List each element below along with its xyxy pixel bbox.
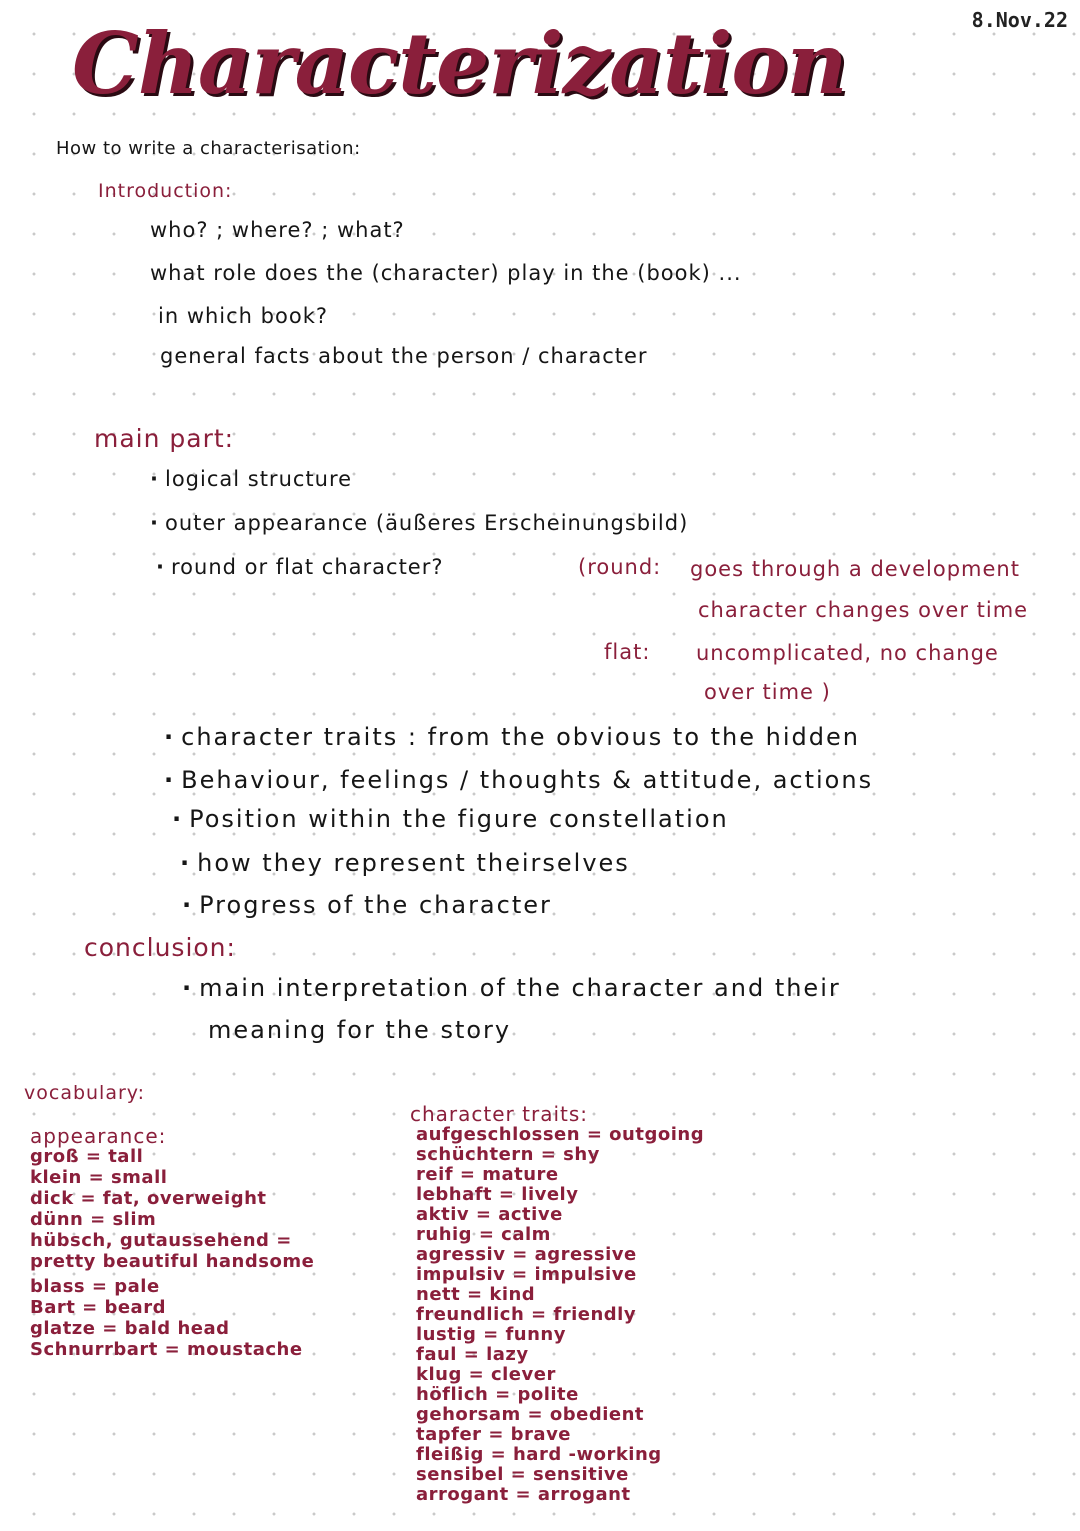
flat-definition-1: uncomplicated, no change (696, 641, 999, 665)
round-definition-2: character changes over time (698, 598, 1029, 622)
main-bullet-behaviour: · Behaviour, feelings / thoughts & attitude, actions (164, 766, 873, 794)
trait-item: aufgeschlossen = outgoing (416, 1124, 705, 1145)
appearance-item: blass = pale (30, 1276, 160, 1297)
how-to-line: How to write a characterisation: (56, 138, 361, 159)
flat-label: flat: (604, 640, 651, 664)
appearance-item: groß = tall (30, 1146, 144, 1167)
round-label: (round: (578, 555, 662, 579)
appearance-heading: appearance: (30, 1124, 167, 1148)
trait-item: arrogant = arrogant (416, 1484, 631, 1505)
conclusion-line-1: · main interpretation of the character and their (182, 974, 841, 1002)
trait-item: gehorsam = obedient (416, 1404, 645, 1425)
trait-item: ruhig = calm (416, 1224, 551, 1245)
vocabulary-heading: vocabulary: (24, 1082, 146, 1104)
trait-item: aktiv = active (416, 1204, 563, 1225)
trait-item: tapfer = brave (416, 1424, 572, 1445)
round-flat-lead: · round or flat character? (156, 555, 444, 579)
traits-heading: character traits: (410, 1102, 589, 1126)
introduction-heading: Introduction: (98, 180, 233, 202)
intro-line-3: in which book? (158, 304, 329, 328)
appearance-item: pretty beautiful handsome (30, 1251, 315, 1272)
appearance-item: klein = small (30, 1167, 168, 1188)
trait-item: sensibel = sensitive (416, 1464, 629, 1485)
trait-item: fleißig = hard -working (416, 1444, 662, 1465)
appearance-item: Bart = beard (30, 1297, 166, 1318)
appearance-item: dünn = slim (30, 1209, 157, 1230)
main-bullet-appearance: · outer appearance (äußeres Erscheinungsbild) (150, 511, 688, 535)
main-bullet-progress: · Progress of the character (182, 891, 552, 919)
trait-item: impulsiv = impulsive (416, 1264, 637, 1285)
appearance-item: glatze = bald head (30, 1318, 230, 1339)
page-title: Characterization (72, 14, 847, 113)
trait-item: lustig = funny (416, 1324, 566, 1345)
intro-line-4: general facts about the person / character (160, 344, 648, 368)
appearance-item: dick = fat, overweight (30, 1188, 267, 1209)
appearance-item: Schnurrbart = moustache (30, 1339, 303, 1360)
intro-line-2: what role does the (character) play in the (book) ... (150, 261, 742, 285)
trait-item: freundlich = friendly (416, 1304, 637, 1325)
round-definition-1: goes through a development (690, 557, 1020, 581)
appearance-item: hübsch, gutaussehend = (30, 1230, 292, 1251)
trait-item: lebhaft = lively (416, 1184, 579, 1205)
trait-item: höflich = polite (416, 1384, 579, 1405)
main-bullet-traits: · character traits : from the obvious to the hidden (164, 723, 860, 751)
traits-list (416, 1126, 704, 1506)
flat-definition-2: over time ) (704, 680, 831, 704)
conclusion-heading: conclusion: (84, 933, 236, 962)
date-label: 8.Nov.22 (971, 8, 1068, 32)
main-part-heading: main part: (94, 424, 235, 453)
conclusion-line-2: meaning for the story (208, 1016, 512, 1044)
trait-item: reif = mature (416, 1164, 559, 1185)
trait-item: klug = clever (416, 1364, 556, 1385)
appearance-list (30, 1148, 314, 1362)
intro-line-1: who? ; where? ; what? (150, 218, 405, 242)
trait-item: schüchtern = shy (416, 1144, 600, 1165)
trait-item: agressiv = agressive (416, 1244, 637, 1265)
main-bullet-represent: · how they represent theirselves (180, 849, 630, 877)
main-bullet-position: · Position within the figure constellation (172, 805, 729, 833)
main-bullet-structure: · logical structure (150, 467, 352, 491)
trait-item: faul = lazy (416, 1344, 529, 1365)
trait-item: nett = kind (416, 1284, 536, 1305)
